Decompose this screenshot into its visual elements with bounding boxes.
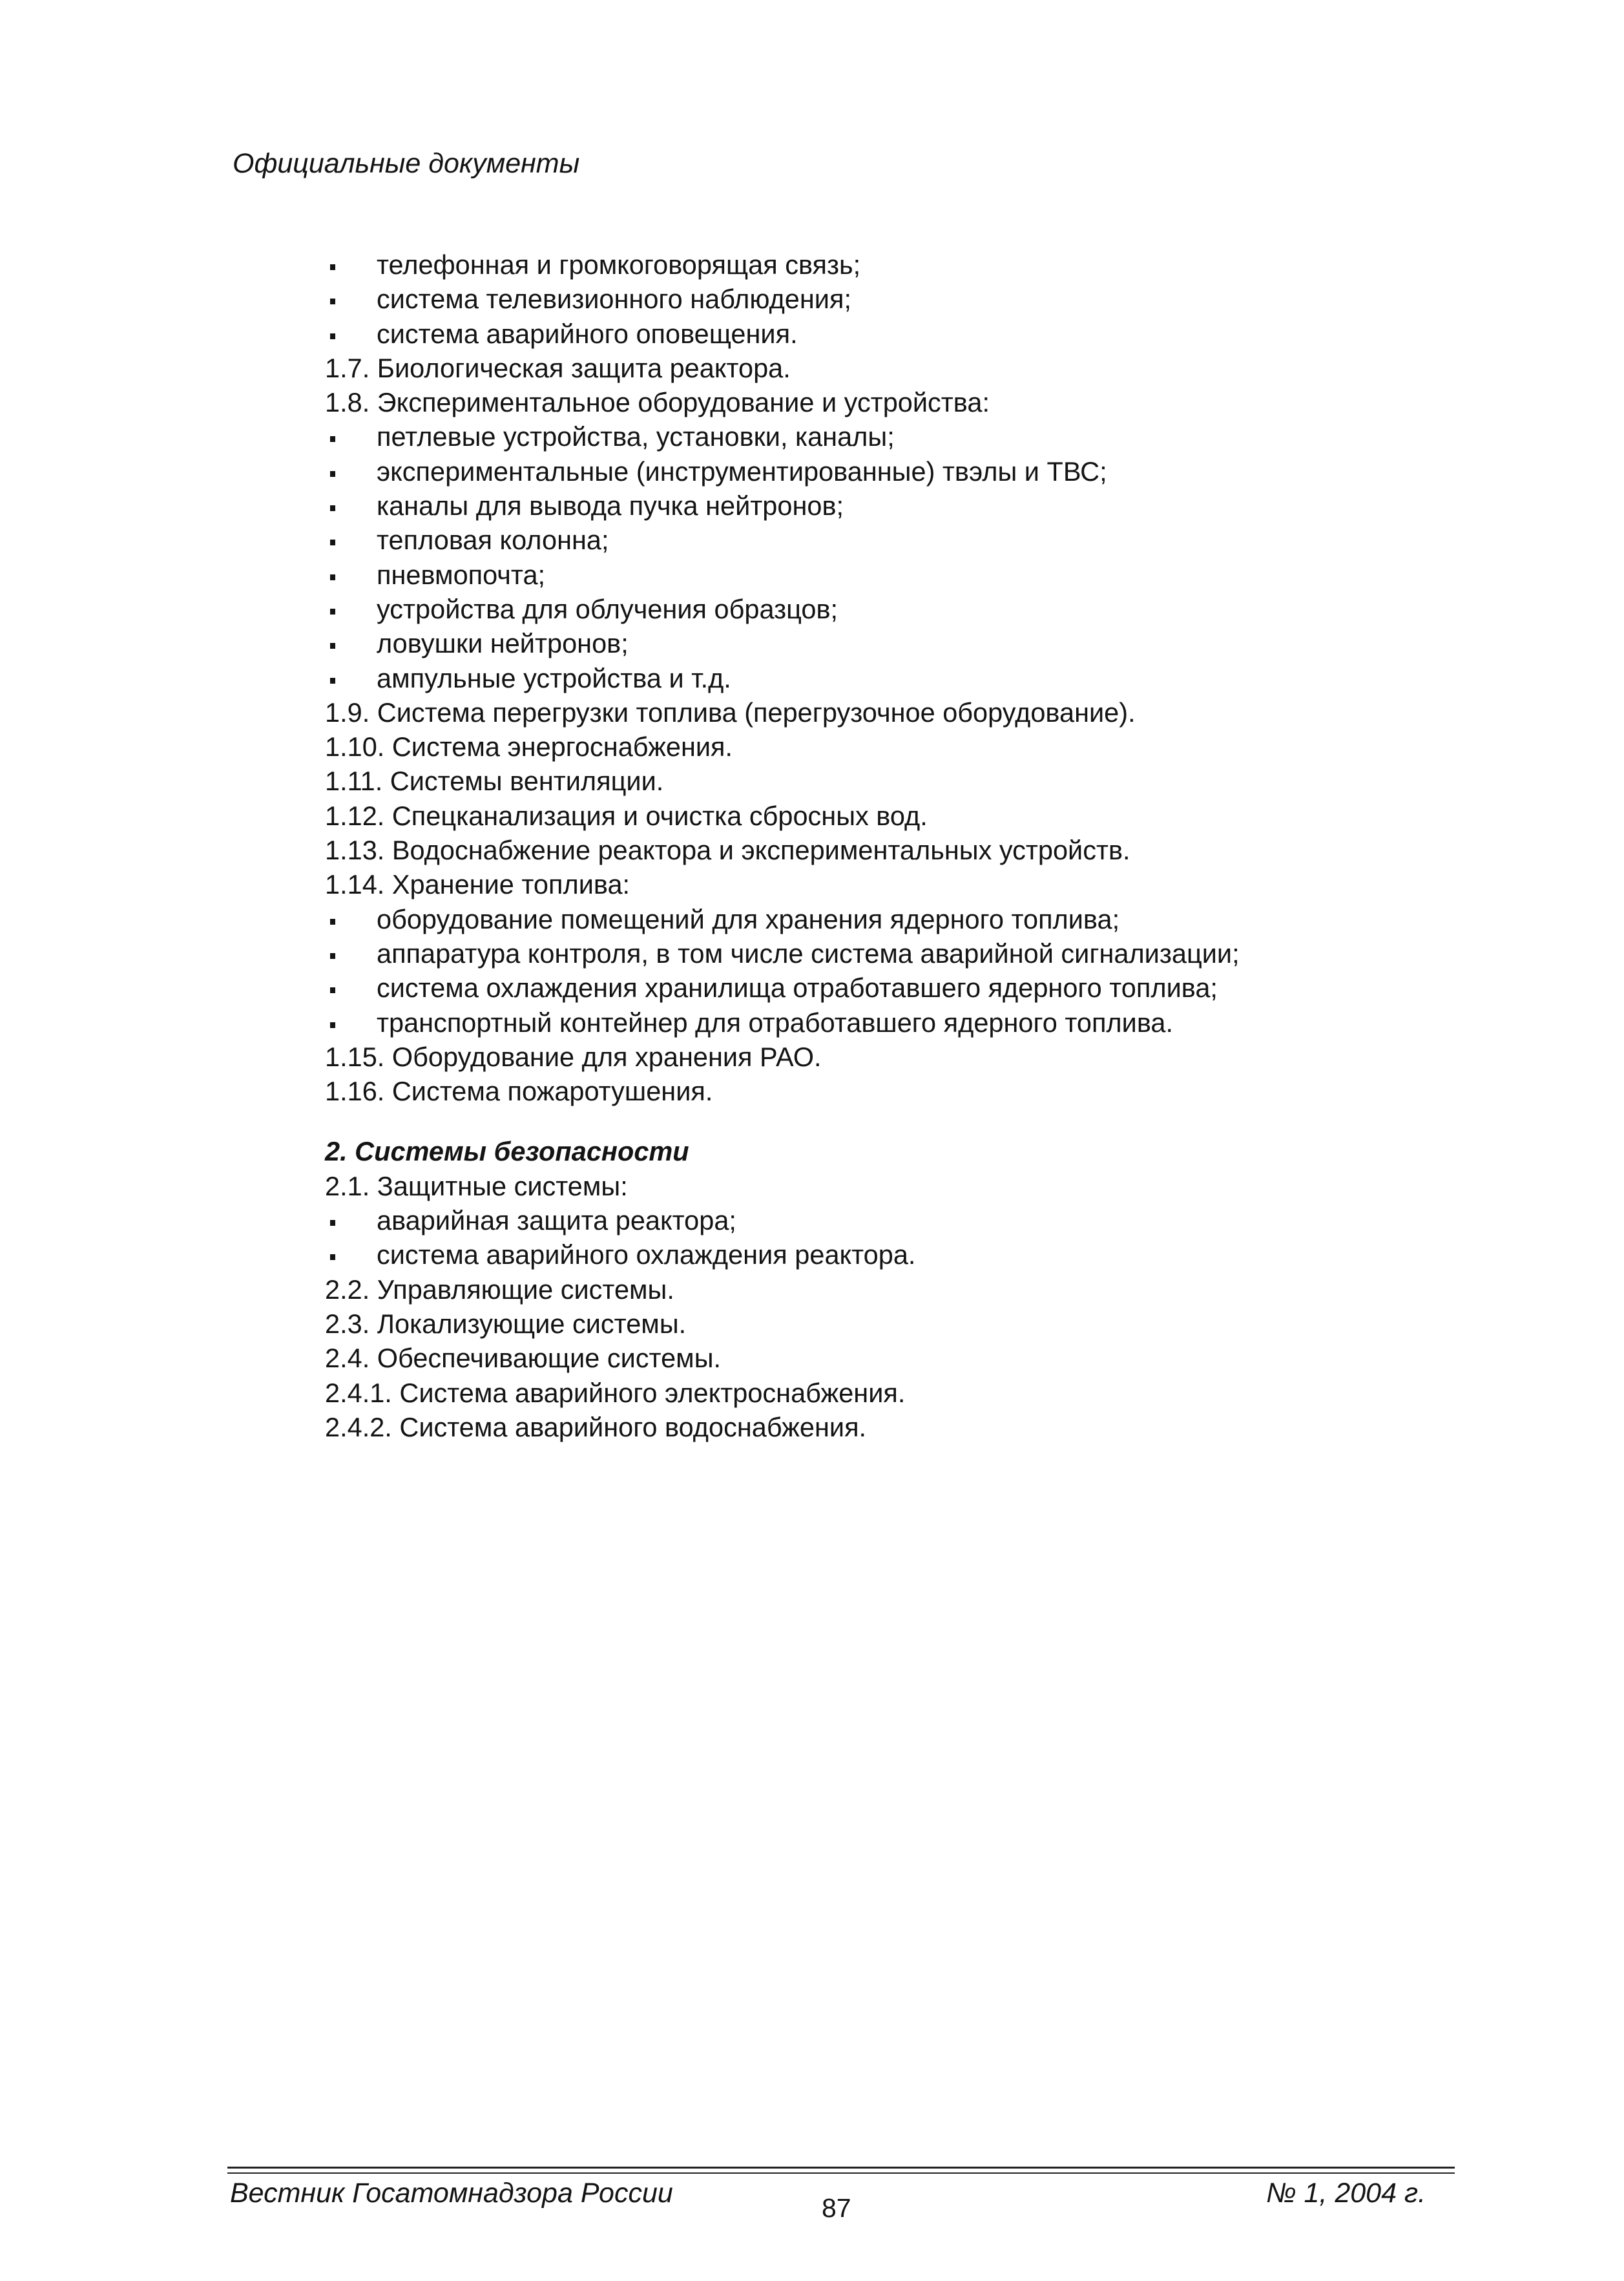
footer-issue: № 1, 2004 г. bbox=[1266, 2178, 1426, 2209]
numbered-item: 2.1. Защитные системы: bbox=[325, 1170, 628, 1201]
bullet-item: оборудование помещений для хранения ядерного топлива; bbox=[325, 902, 1552, 936]
numbered-item: 1.8. Экспериментальное оборудование и устройства: bbox=[325, 387, 990, 418]
bullet-item: система аварийного охлаждения реактора. bbox=[325, 1237, 1552, 1272]
footer-rule-bottom bbox=[227, 2172, 1455, 2174]
bullet-item: система аварийного оповещения. bbox=[325, 317, 1552, 351]
bullet-item: аварийная защита реактора; bbox=[325, 1203, 1552, 1237]
bullet-item: транспортный контейнер для отработавшего ядерного топлива. bbox=[325, 1005, 1552, 1040]
bullet-item: тепловая колонна; bbox=[325, 523, 1552, 557]
bullet-item: аппаратура контроля, в том числе система аварийной сигнализации; bbox=[325, 936, 1552, 971]
running-header: Официальные документы bbox=[233, 148, 580, 179]
numbered-item: 2.3. Локализующие системы. bbox=[325, 1308, 687, 1339]
numbered-item: 1.10. Система энергоснабжения. bbox=[325, 731, 733, 762]
numbered-item: 1.11. Системы вентиляции. bbox=[325, 766, 664, 797]
bullet-item: ловушки нейтронов; bbox=[325, 626, 1552, 660]
section-gap bbox=[325, 1108, 1552, 1134]
numbered-item: 1.14. Хранение топлива: bbox=[325, 869, 630, 900]
footer-journal-title: Вестник Госатомнадзора России bbox=[230, 2178, 673, 2209]
bullet-item: система охлаждения хранилища отработавшего ядерного топлива; bbox=[325, 971, 1552, 1005]
footer-rule-top bbox=[227, 2167, 1455, 2169]
numbered-item: 2.4.2. Система аварийного водоснабжения. bbox=[325, 1411, 867, 1442]
bullet-item: пневмопочта; bbox=[325, 558, 1552, 592]
bullet-item: экспериментальные (инструментированные) твэлы и ТВС; bbox=[325, 454, 1552, 489]
numbered-item: 2.2. Управляющие системы. bbox=[325, 1274, 674, 1305]
numbered-item: 1.15. Оборудование для хранения РАО. bbox=[325, 1041, 822, 1072]
numbered-item: 1.13. Водоснабжение реактора и экспериментальных устройств. bbox=[325, 835, 1130, 866]
numbered-item: 1.7. Биологическая защита реактора. bbox=[325, 352, 791, 383]
bullet-item: устройства для облучения образцов; bbox=[325, 592, 1552, 626]
bullet-item: телефонная и громкоговорящая связь; bbox=[325, 247, 1552, 282]
numbered-item: 1.12. Спецканализация и очистка сбросных вод. bbox=[325, 800, 928, 831]
numbered-item: 1.16. Система пожаротушения. bbox=[325, 1076, 713, 1107]
bullet-item: каналы для вывода пучка нейтронов; bbox=[325, 489, 1552, 523]
numbered-item: 2.4.1. Система аварийного электроснабжения. bbox=[325, 1377, 906, 1408]
section-heading: 2. Системы безопасности bbox=[325, 1136, 689, 1167]
bullet-item: система телевизионного наблюдения; bbox=[325, 282, 1552, 316]
numbered-item: 1.9. Система перегрузки топлива (перегрузочное оборудование). bbox=[325, 697, 1136, 728]
numbered-item: 2.4. Обеспечивающие системы. bbox=[325, 1343, 722, 1374]
bullet-item: ампульные устройства и т.д. bbox=[325, 661, 1552, 695]
page-number: 87 bbox=[822, 2193, 851, 2223]
bullet-item: петлевые устройства, установки, каналы; bbox=[325, 419, 1552, 454]
document-body bbox=[325, 247, 1552, 1444]
